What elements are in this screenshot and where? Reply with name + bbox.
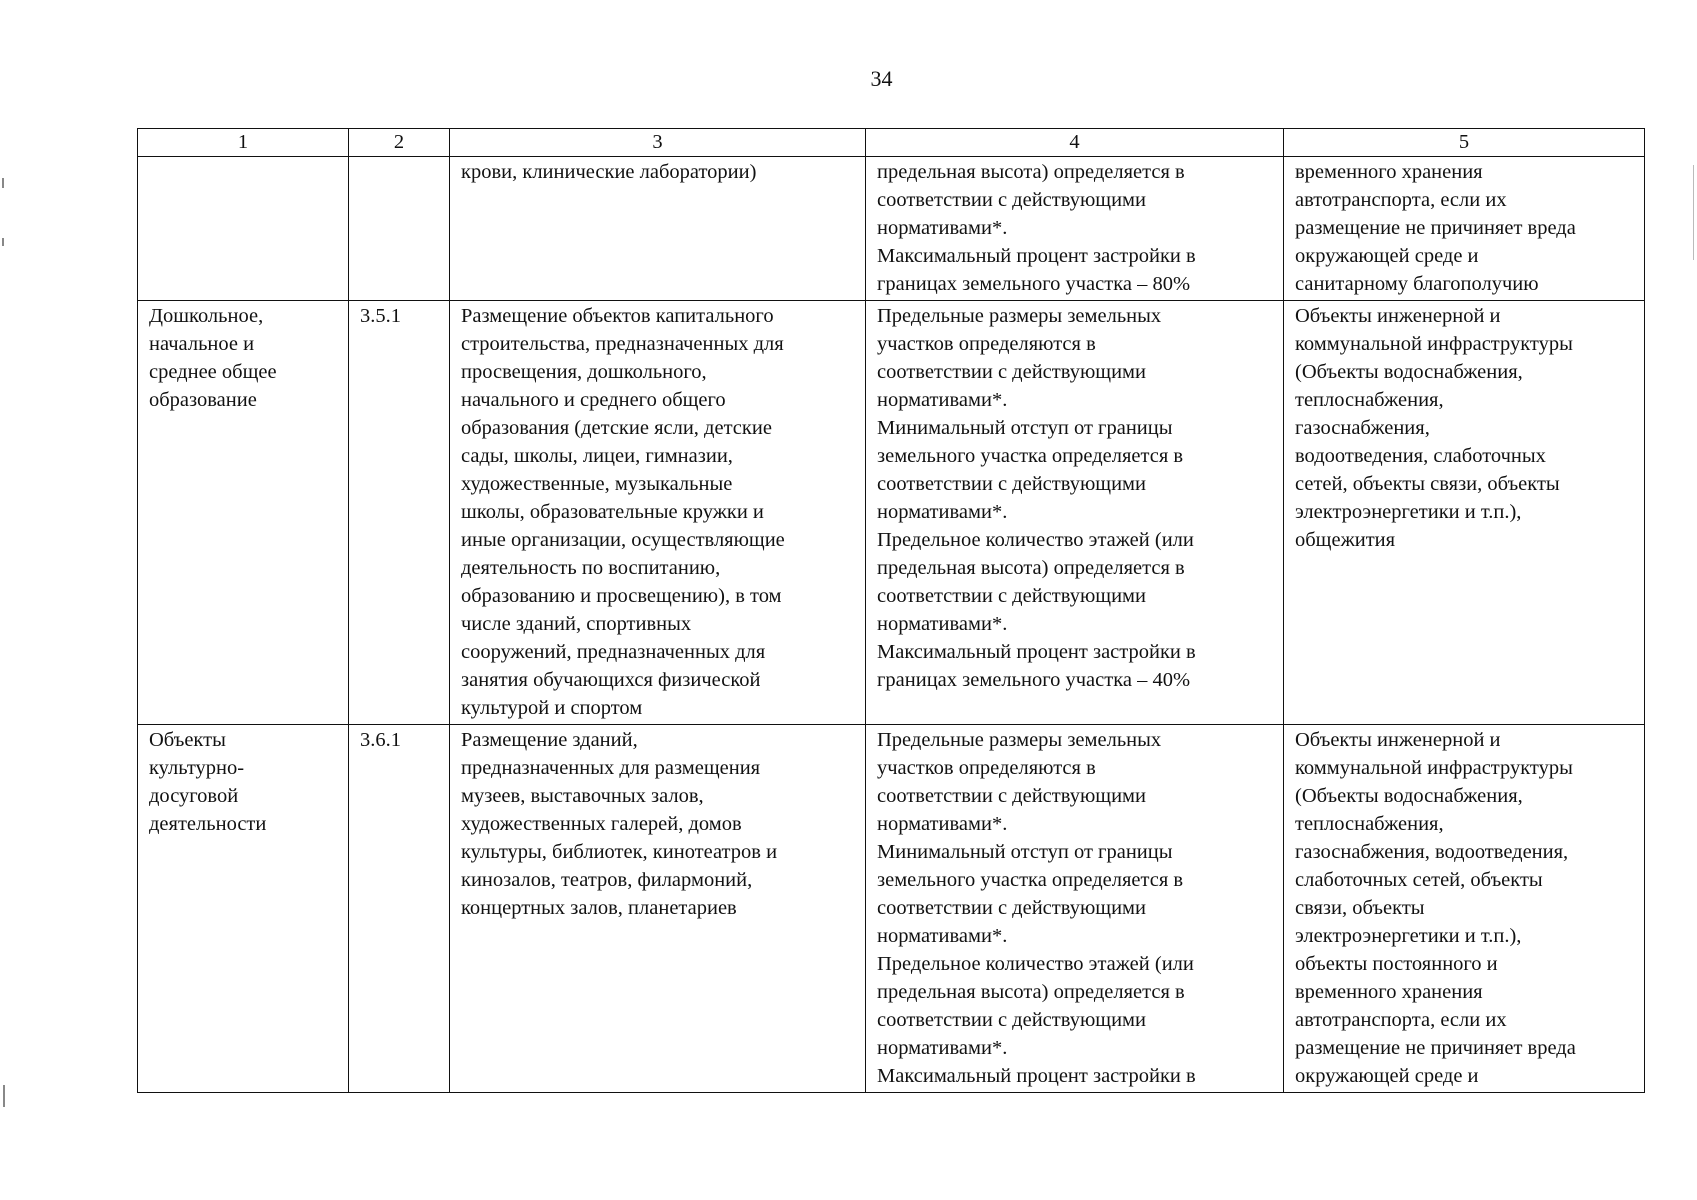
cell-line: Предельные размеры земельных (877, 729, 1162, 751)
scan-mark (3, 1085, 5, 1107)
scan-mark (1693, 165, 1694, 260)
cell-line: образованию и просвещению), в том (461, 585, 782, 607)
cell-line: электроэнергетики и т.п.), (1295, 501, 1522, 523)
cell-line: начальное и (149, 333, 255, 355)
parameters-cell (866, 725, 1284, 1093)
cell-line: начального и среднего общего (461, 389, 726, 411)
table-header-row (138, 129, 1645, 157)
cell-line: соответствии с действующими (877, 585, 1146, 607)
cell-line: нормативами*. (877, 389, 1008, 411)
cell-line: связи, объекты (1295, 897, 1425, 919)
cell-line: сады, школы, лицеи, гимназии, (461, 445, 733, 467)
cell-line: занятия обучающихся физической (461, 669, 761, 691)
cell-line: числе зданий, спортивных (461, 613, 692, 635)
cell-line: временного хранения (1295, 981, 1483, 1003)
column-header-1: 1 (138, 129, 349, 157)
cell-line: деятельность по воспитанию, (461, 557, 721, 579)
use-code: 3.5.1 (360, 305, 401, 327)
parameters-cell (866, 157, 1284, 301)
auxiliary-uses-cell (1284, 157, 1645, 301)
cell-line: культуры, библиотек, кинотеатров и (461, 841, 778, 863)
cell-line: Объекты инженерной и (1295, 729, 1501, 751)
cell-line: Максимальный процент застройки в (877, 641, 1196, 663)
cell-line: коммунальной инфраструктуры (1295, 333, 1573, 355)
cell-line: соответствии с действующими (877, 785, 1146, 807)
cell-line: Дошкольное, (149, 305, 264, 327)
cell-line: Размещение объектов капитального (461, 305, 774, 327)
cell-line: предельная высота) определяется в (877, 557, 1185, 579)
cell-line: соответствии с действующими (877, 897, 1146, 919)
cell-line: Объекты инженерной и (1295, 305, 1501, 327)
parameters-cell (866, 301, 1284, 725)
cell-line: земельного участка определяется в (877, 445, 1184, 467)
use-type-name-cell (138, 157, 349, 301)
table-row (138, 157, 1645, 301)
use-description-cell (450, 301, 866, 725)
cell-line: среднее общее (149, 361, 277, 383)
column-header-2: 2 (349, 129, 450, 157)
cell-line: сетей, объекты связи, объекты (1295, 473, 1560, 495)
cell-line: предельная высота) определяется в (877, 981, 1185, 1003)
table-row (138, 725, 1645, 1093)
cell-line: крови, клинические лаборатории) (461, 161, 757, 183)
cell-line: музеев, выставочных залов, (461, 785, 704, 807)
cell-line: временного хранения (1295, 161, 1483, 183)
cell-line: деятельности (149, 813, 267, 835)
cell-line: школы, образовательные кружки и (461, 501, 764, 523)
auxiliary-uses-cell (1284, 301, 1645, 725)
cell-line: земельного участка определяется в (877, 869, 1184, 891)
cell-line: автотранспорта, если их (1295, 1009, 1507, 1031)
cell-line: объекты постоянного и (1295, 953, 1498, 975)
cell-line: соответствии с действующими (877, 189, 1146, 211)
cell-line: строительства, предназначенных для (461, 333, 784, 355)
cell-line: нормативами*. (877, 217, 1008, 239)
cell-line: (Объекты водоснабжения, (1295, 361, 1523, 383)
cell-line: Предельное количество этажей (или (877, 529, 1194, 551)
scan-mark (2, 238, 4, 246)
column-header-4: 4 (866, 129, 1284, 157)
cell-line: границах земельного участка – 80% (877, 273, 1191, 295)
cell-line: художественные, музыкальные (461, 473, 733, 495)
use-code: 3.6.1 (360, 729, 401, 751)
cell-line: культурой и спортом (461, 697, 643, 719)
cell-line: участков определяются в (877, 757, 1096, 779)
cell-line: нормативами*. (877, 501, 1008, 523)
cell-line: предельная высота) определяется в (877, 161, 1185, 183)
cell-line: соответствии с действующими (877, 361, 1146, 383)
cell-line: образование (149, 389, 257, 411)
cell-line: водоотведения, слаботочных (1295, 445, 1546, 467)
cell-line: электроэнергетики и т.п.), (1295, 925, 1522, 947)
land-use-table (137, 128, 1645, 1093)
cell-line: нормативами*. (877, 813, 1008, 835)
cell-line: общежития (1295, 529, 1396, 551)
cell-line: теплоснабжения, (1295, 389, 1444, 411)
cell-line: Предельное количество этажей (или (877, 953, 1194, 975)
table-row (138, 301, 1645, 725)
use-description-cell (450, 157, 866, 301)
use-type-name-cell (138, 725, 349, 1093)
cell-line: концертных залов, планетариев (461, 897, 737, 919)
cell-line: просвещения, дошкольного, (461, 361, 707, 383)
cell-line: досуговой (149, 785, 239, 807)
use-code-cell (349, 725, 450, 1093)
cell-line: Объекты (149, 729, 226, 751)
cell-line: газоснабжения, (1295, 417, 1430, 439)
cell-line: Минимальный отступ от границы (877, 841, 1173, 863)
cell-line: слаботочных сетей, объекты (1295, 869, 1543, 891)
cell-line: нормативами*. (877, 1037, 1008, 1059)
cell-line: культурно- (149, 757, 245, 779)
cell-line: размещение не причиняет вреда (1295, 1037, 1576, 1059)
use-code-cell (349, 157, 450, 301)
column-header-5: 5 (1284, 129, 1645, 157)
use-type-name-cell (138, 301, 349, 725)
cell-line: коммунальной инфраструктуры (1295, 757, 1573, 779)
page-number: 34 (870, 66, 893, 91)
cell-line: кинозалов, театров, филармоний, (461, 869, 753, 891)
cell-line: теплоснабжения, (1295, 813, 1444, 835)
cell-line: газоснабжения, водоотведения, (1295, 841, 1569, 863)
use-description-cell (450, 725, 866, 1093)
cell-line: соответствии с действующими (877, 1009, 1146, 1031)
use-code-cell (349, 301, 450, 725)
cell-line: окружающей среде и (1295, 1065, 1479, 1087)
cell-line: нормативами*. (877, 613, 1008, 635)
cell-line: участков определяются в (877, 333, 1096, 355)
cell-line: санитарному благополучию (1295, 273, 1539, 295)
cell-line: иные организации, осуществляющие (461, 529, 785, 551)
scan-mark (2, 178, 4, 188)
cell-line: предназначенных для размещения (461, 757, 761, 779)
auxiliary-uses-cell (1284, 725, 1645, 1093)
cell-line: Максимальный процент застройки в (877, 1065, 1196, 1087)
cell-line: Минимальный отступ от границы (877, 417, 1173, 439)
column-header-3: 3 (450, 129, 866, 157)
cell-line: Предельные размеры земельных (877, 305, 1162, 327)
cell-line: Максимальный процент застройки в (877, 245, 1196, 267)
cell-line: сооружений, предназначенных для (461, 641, 766, 663)
cell-line: нормативами*. (877, 925, 1008, 947)
cell-line: образования (детские ясли, детские (461, 417, 772, 439)
cell-line: автотранспорта, если их (1295, 189, 1507, 211)
cell-line: (Объекты водоснабжения, (1295, 785, 1523, 807)
cell-line: соответствии с действующими (877, 473, 1146, 495)
cell-line: окружающей среде и (1295, 245, 1479, 267)
cell-line: размещение не причиняет вреда (1295, 217, 1576, 239)
cell-line: художественных галерей, домов (461, 813, 742, 835)
cell-line: границах земельного участка – 40% (877, 669, 1191, 691)
cell-line: Размещение зданий, (461, 729, 638, 751)
